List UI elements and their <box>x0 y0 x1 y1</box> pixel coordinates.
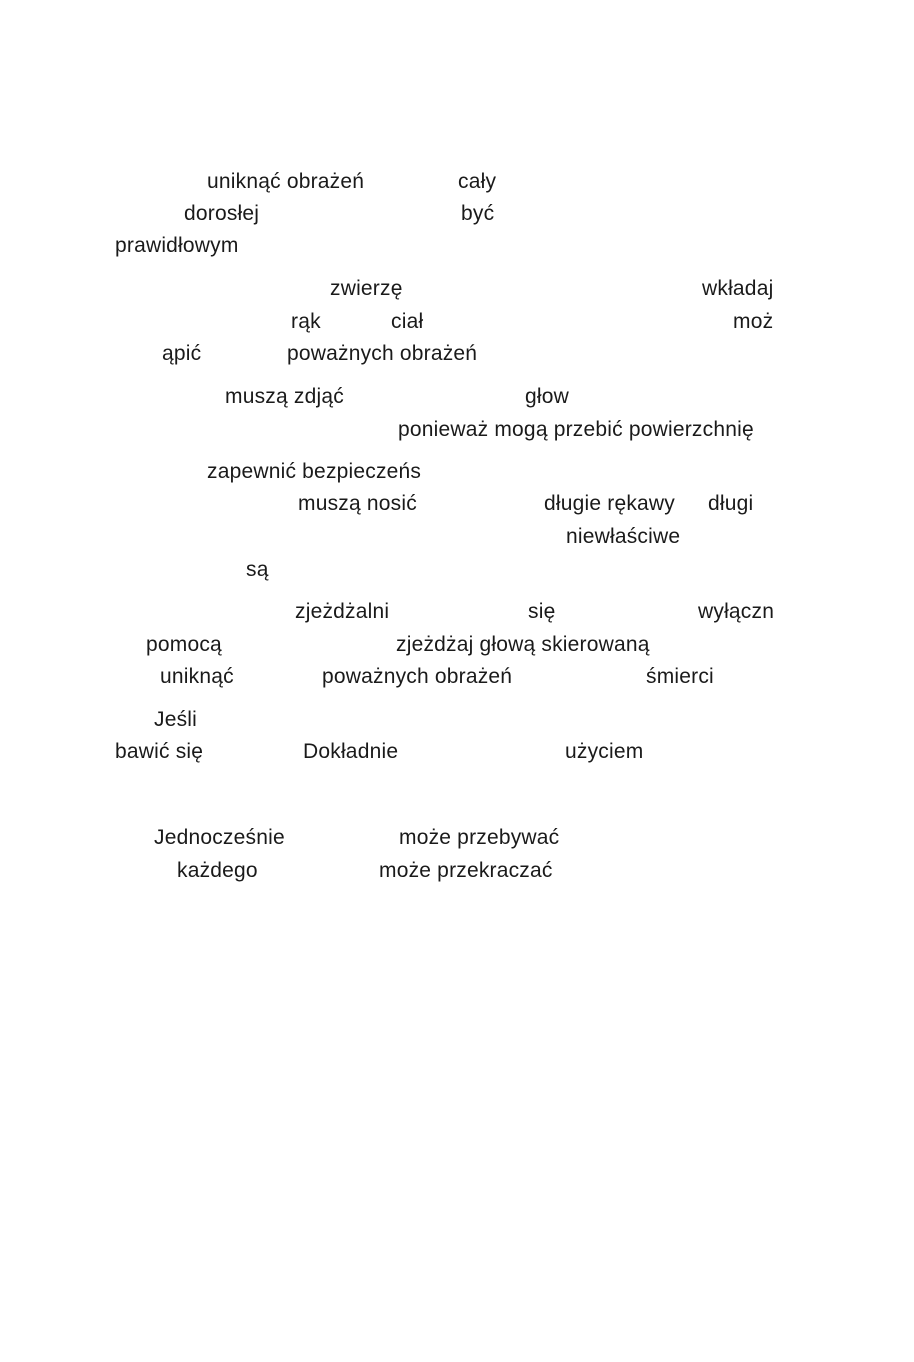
text-fragment: długi <box>708 492 754 515</box>
text-fragment: zapewnić bezpieczeńs <box>207 460 422 483</box>
text-fragment: Jeśli <box>154 708 198 731</box>
text-fragment: muszą zdjąć <box>225 385 344 408</box>
text-fragment: uniknąć <box>160 665 234 688</box>
text-fragment: zjeżdżalni <box>295 600 390 623</box>
text-fragment: śmierci <box>646 665 714 688</box>
text-fragment: użyciem <box>565 740 644 763</box>
text-fragment: się <box>528 600 556 623</box>
text-fragment: niewłaściwe <box>566 525 681 548</box>
text-fragment: pomocą <box>146 633 222 656</box>
text-fragment: może przebywać <box>399 826 560 849</box>
text-fragment: wkładaj <box>702 277 774 300</box>
text-fragment: długie rękawy <box>544 492 675 515</box>
text-fragment: muszą nosić <box>298 492 417 515</box>
text-fragment: poważnych obrażeń <box>287 342 478 365</box>
text-fragment: Jednocześnie <box>154 826 285 849</box>
text-fragment: uniknąć obrażeń <box>207 170 365 193</box>
text-fragment: są <box>246 558 269 581</box>
text-fragment: poważnych obrażeń <box>322 665 513 688</box>
text-fragment: każdego <box>177 859 258 882</box>
text-fragment: wyłączn <box>698 600 775 623</box>
text-fragment: ąpić <box>162 342 202 365</box>
text-fragment: moż <box>733 310 774 333</box>
text-fragment: rąk <box>291 310 321 333</box>
text-fragment: ciał <box>391 310 424 333</box>
text-fragment: zjeżdżaj głową skierowaną <box>396 633 650 656</box>
text-fragment: głow <box>525 385 569 408</box>
text-fragment: ponieważ mogą przebić powierzchnię <box>398 418 754 441</box>
text-fragment: prawidłowym <box>115 234 239 257</box>
text-fragment: być <box>461 202 495 225</box>
text-fragment: dorosłej <box>184 202 260 225</box>
text-fragment: Dokładnie <box>303 740 399 763</box>
text-fragment: cały <box>458 170 497 193</box>
text-fragment: bawić się <box>115 740 204 763</box>
text-fragment: zwierzę <box>330 277 403 300</box>
text-fragment: może przekraczać <box>379 859 553 882</box>
